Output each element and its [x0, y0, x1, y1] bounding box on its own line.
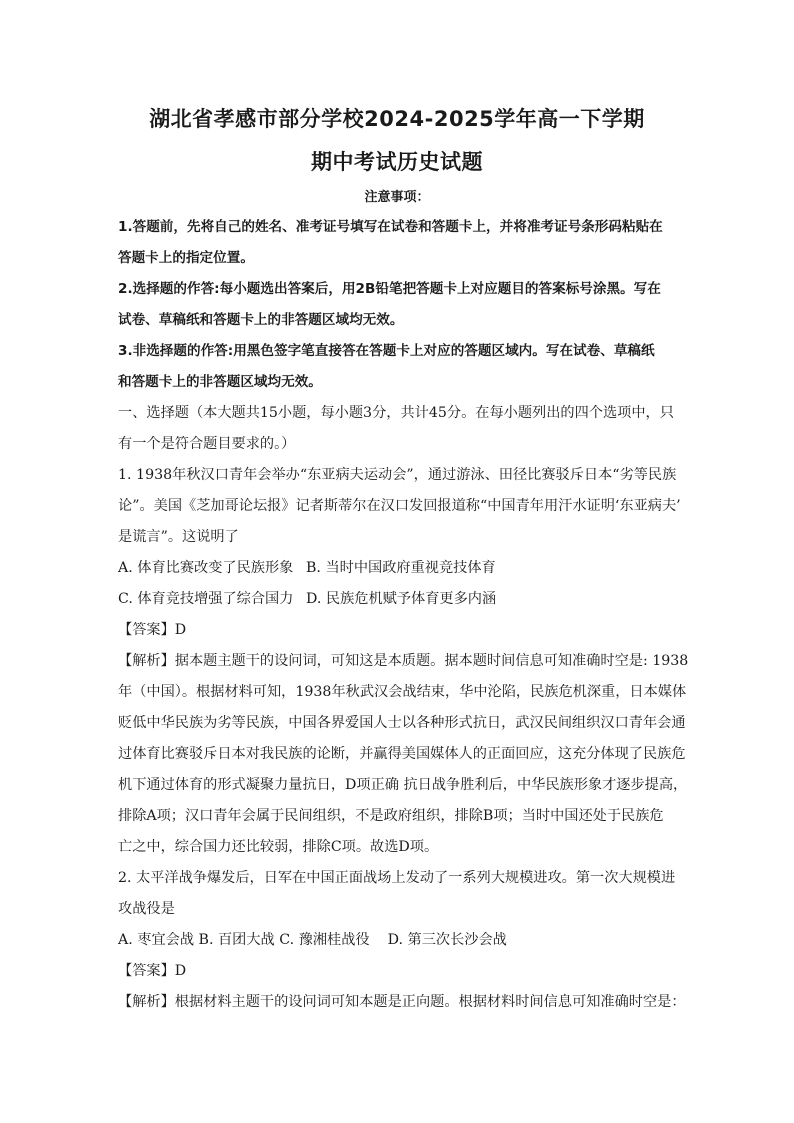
notice-line: 答题卡上的指定位置。 [118, 250, 254, 266]
question-1-analysis: 贬低中华民族为劣等民族，中国各界爱国人士以各种形式抗日，武汉民间组织汉口青年会通 [118, 715, 686, 731]
question-2-answer: 【答案】D [118, 963, 187, 979]
notice-line: 2.选择题的作答:每小题选出答案后，用2B铅笔把答题卡上对应题目的答案标号涂黑。写在 [118, 281, 661, 297]
question-1-analysis: 过体育比赛驳斥日本对我民族的论断，并赢得美国媒体人的正面回应，这充分体现了民族危 [118, 746, 686, 762]
page-title: 湖北省孝感市部分学校2024-2025学年高一下学期 [149, 107, 645, 131]
question-1-analysis: 【解析】据本题主题干的设问词，可知这是本质题。据本题时间信息可知准确时空是: 1938 [118, 653, 689, 669]
option-b: B. 百团大战 [198, 932, 275, 948]
question-1-stem: 论”。美国《芝加哥论坛报》记者斯蒂尔在汉口发回报道称“中国青年用汗水证明‘东亚病夫’ [118, 498, 681, 514]
question-1-analysis: 亡之中，综合国力还比较弱，排除C项。故选D项。 [118, 839, 439, 855]
notice-line: 3.非选择题的作答:用黑色签字笔直接答在答题卡上对应的答题区域内。写在试卷、草稿纸 [118, 343, 655, 359]
option-c: C. 体育竞技增强了综合国力 [118, 591, 294, 607]
option-d: D. 民族危机赋予体育更多内涵 [306, 591, 497, 607]
option-a: A. 体育比赛改变了民族形象 [118, 560, 294, 576]
question-1-analysis: 排除A项；汉口青年会属于民间组织，不是政府组织，排除B项；当时中国还处于民族危 [118, 808, 664, 824]
option-c: C. 豫湘桂战役 [279, 932, 370, 948]
question-2-stem: 2. 太平洋战争爆发后，日军在中国正面战场上发动了一系列大规模进攻。第一次大规模进 [118, 870, 676, 886]
section-instruction: 有一个是符合题目要求的。） [118, 436, 296, 452]
question-1-analysis: 机下通过体育的形式凝聚力量抗日，D项正确 抗日战争胜利后，中华民族形象才逐步提高， [118, 777, 688, 793]
notice-heading: 注意事项： [364, 190, 430, 205]
section-instruction: 一、选择题（本大题共15小题，每小题3分，共计45分。在每小题列出的四个选项中，只 [118, 405, 674, 421]
question-1-analysis: 年（中国）。根据材料可知，1938年秋武汉会战结束，华中沦陷，民族危机深重，日本媒体 [118, 684, 687, 700]
notice-line: 试卷、草稿纸和答题卡上的非答题区域均无效。 [118, 312, 404, 328]
question-2-options-row [118, 930, 678, 950]
notice-line: 1.答题前，先将自己的姓名、准考证号填写在试卷和答题卡上，并将准考证号条形码粘贴在 [118, 219, 663, 235]
question-1-answer: 【答案】D [118, 622, 187, 638]
question-2-stem: 攻战役是 [118, 901, 175, 917]
page-subtitle: 期中考试历史试题 [311, 150, 483, 174]
question-1-options-row [118, 589, 678, 609]
question-1-stem: 1. 1938年秋汉口青年会举办“东亚病夫运动会”，通过游泳、田径比赛驳斥日本“劣等民族 [118, 467, 677, 483]
option-d: D. 第三次长沙会战 [387, 932, 507, 948]
question-1-options-row [118, 558, 678, 578]
option-a: A. 枣宜会战 [118, 932, 195, 948]
option-b: B. 当时中国政府重视竞技体育 [306, 560, 496, 576]
question-2-analysis: 【解析】根据材料主题干的设问词可知本题是正向题。根据材料时间信息可知准确时空是： [118, 994, 686, 1010]
question-1-stem: 是谎言”。这说明了 [118, 529, 239, 545]
notice-line: 和答题卡上的非答题区域均无效。 [118, 374, 322, 390]
